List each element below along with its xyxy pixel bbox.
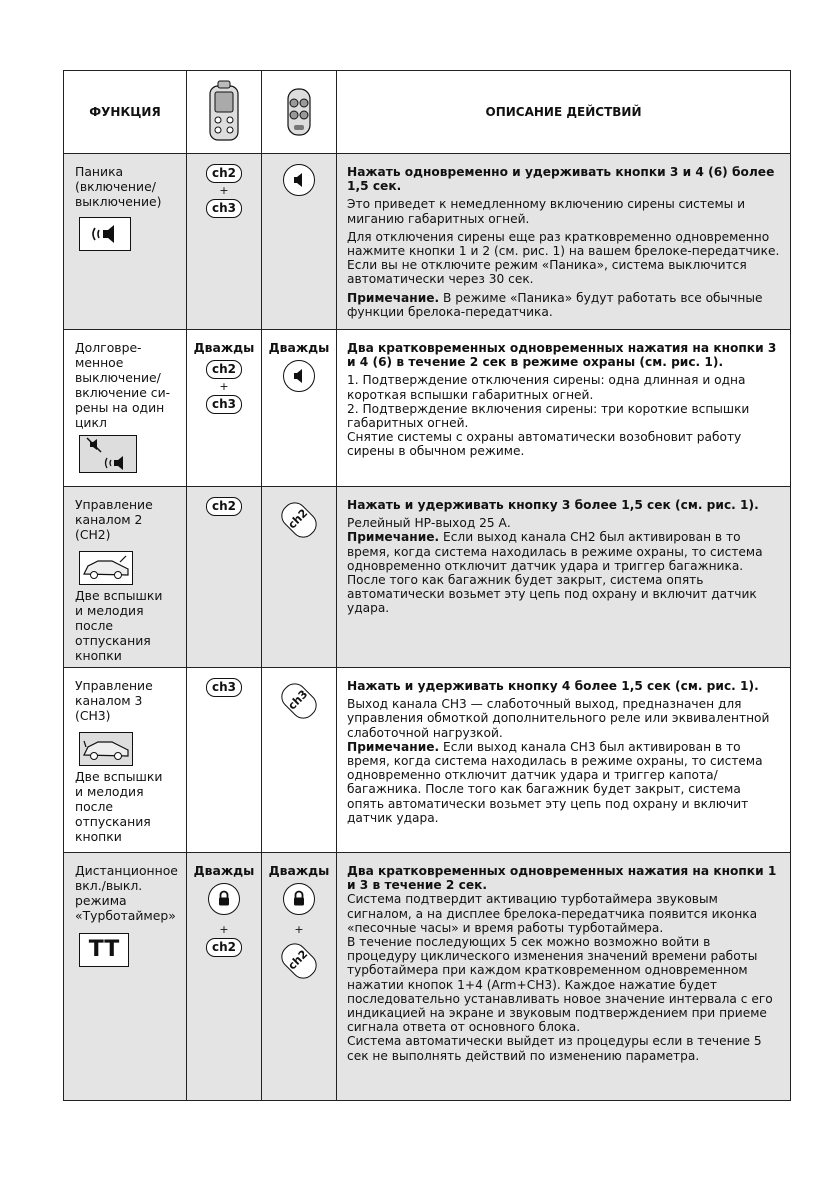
function-cell bbox=[64, 487, 187, 668]
function-line: Дистанционное bbox=[75, 863, 178, 879]
simple-remote-icon bbox=[284, 83, 314, 141]
function-line: выключение) bbox=[75, 194, 162, 209]
table-header-row bbox=[64, 71, 791, 154]
description-cell bbox=[337, 487, 791, 668]
description-lead: Два кратковременных одновременных нажатия на кнопки 1 и 3 в течение 2 сек. bbox=[347, 864, 777, 893]
lcd-remote-buttons-cell bbox=[187, 668, 262, 853]
simple-remote-buttons-cell bbox=[262, 330, 337, 487]
function-line: Две вспышки bbox=[75, 769, 163, 785]
description-paragraph: Это приведет к немедленному включению сирены системы и миганию габаритных огней. bbox=[347, 197, 746, 226]
description-paragraph: Для отключения сирены еще раз кратковременно одновременно нажмите кнопки 1 и 2 (см. рис. 1) на вашем брелоке-передатчике. Если вы не отключите режим «Паника», система выключится автоматически через 30 сек. bbox=[347, 229, 780, 287]
function-line: «Турботаймер» bbox=[75, 908, 176, 924]
description-paragraph: Выход канала СН3 — слаботочный выход, предназначен для управления обмоткой дополнительного реле или эквивалентной слаботочной нагрузкой. bbox=[347, 697, 770, 740]
plus-sign: + bbox=[219, 380, 229, 394]
function-line: и мелодия bbox=[75, 784, 144, 800]
twice-label: Дважды bbox=[193, 340, 255, 356]
function-line: отпускания bbox=[75, 633, 151, 649]
simple-remote-buttons-cell bbox=[262, 154, 337, 330]
ch3-button: ch3 bbox=[206, 199, 242, 218]
function-cell bbox=[64, 330, 187, 487]
function-line: Паника bbox=[75, 164, 124, 179]
car-hood-icon bbox=[79, 732, 133, 766]
function-line: отпускания bbox=[75, 814, 151, 830]
function-line: и мелодия bbox=[75, 603, 144, 619]
description-paragraph: Система автоматически выйдет из процедуры если в течение 5 сек не выполнять действий по изменению параметра. bbox=[347, 1034, 762, 1063]
ch2-rotated-button: ch2 bbox=[276, 497, 321, 542]
plus-sign: + bbox=[219, 184, 229, 197]
table-row bbox=[64, 668, 791, 853]
ch2-button: ch2 bbox=[206, 497, 242, 516]
function-line: (СН3) bbox=[75, 708, 111, 724]
function-line: вкл./выкл. bbox=[75, 878, 143, 894]
description-note bbox=[347, 740, 781, 825]
lcd-remote-buttons-cell bbox=[187, 330, 262, 487]
note-text: В режиме «Паника» будут работать все обычные функции брелока-передатчика. bbox=[347, 290, 763, 319]
description-cell bbox=[337, 668, 791, 853]
functions-table bbox=[63, 70, 791, 1101]
function-line: рены на один bbox=[75, 400, 165, 416]
function-line: после bbox=[75, 618, 114, 634]
function-line: Управление bbox=[75, 678, 153, 694]
function-line: (включение/ bbox=[75, 179, 156, 194]
lcd-remote-column-header bbox=[187, 71, 262, 154]
description-lead: Два кратковременных одновременных нажатия на кнопки 3 и 4 (6) в течение 2 сек в режиме охраны (см. рис. 1). bbox=[347, 341, 777, 370]
description-lead: Нажать и удерживать кнопку 4 более 1,5 сек (см. рис. 1). bbox=[347, 679, 759, 694]
description-paragraph: 2. Подтверждение включения сирены: три короткие вспышки габаритных огней. bbox=[347, 401, 750, 431]
lcd-remote-buttons-cell bbox=[187, 853, 262, 1101]
simple-remote-buttons-cell bbox=[262, 668, 337, 853]
function-line: кнопки bbox=[75, 648, 122, 664]
siren-toggle-icon bbox=[79, 435, 137, 473]
function-line: Долговре- bbox=[75, 340, 142, 356]
function-line: включение си- bbox=[75, 385, 171, 401]
ch2-button: ch2 bbox=[206, 164, 242, 183]
function-line: кнопки bbox=[75, 829, 122, 845]
function-column-header: ФУНКЦИЯ bbox=[64, 71, 187, 154]
description-paragraph: Снятие системы с охраны автоматически возобновит работу сирены в обычном режиме. bbox=[347, 430, 742, 459]
plus-sign: + bbox=[294, 923, 304, 937]
function-line: режима bbox=[75, 893, 127, 909]
panic-siren-icon bbox=[79, 217, 131, 251]
speaker-button-icon bbox=[283, 360, 315, 392]
description-note bbox=[347, 291, 781, 319]
lock-button-icon bbox=[208, 883, 240, 915]
table-row bbox=[64, 330, 791, 487]
plus-sign: + bbox=[219, 923, 229, 937]
ch3-button: ch3 bbox=[206, 678, 242, 697]
description-cell bbox=[337, 154, 791, 330]
note-label: Примечание. bbox=[347, 290, 440, 305]
ch3-button: ch3 bbox=[206, 395, 242, 414]
twice-label: Дважды bbox=[193, 863, 255, 879]
function-line: после bbox=[75, 799, 114, 815]
ch2-button: ch2 bbox=[206, 360, 242, 379]
function-cell bbox=[64, 154, 187, 330]
description-paragraph: 1. Подтверждение отключения сирены: одна длинная и одна короткая вспышки габаритных огней. bbox=[347, 373, 746, 402]
table-row bbox=[64, 487, 791, 668]
function-line: каналом 3 bbox=[75, 693, 143, 709]
note-label: Примечание. bbox=[347, 530, 440, 545]
lcd-remote-buttons-cell bbox=[187, 154, 262, 330]
function-cell bbox=[64, 853, 187, 1101]
function-line: цикл bbox=[75, 415, 107, 431]
function-line: каналом 2 bbox=[75, 512, 143, 528]
car-trunk-icon bbox=[79, 551, 133, 585]
speaker-button-icon bbox=[283, 164, 315, 196]
table-row bbox=[64, 853, 791, 1101]
table-row bbox=[64, 154, 791, 330]
ch2-rotated-button: ch2 bbox=[276, 938, 321, 983]
description-paragraph: Система подтвердит активацию турботаймера звуковым сигналом, а на дисплее брелока-передатчика появится иконка «песочные часы» и время работы турботаймера. bbox=[347, 892, 758, 935]
note-text: Если выход канала СН3 был активирован в то время, когда система находилась в режиме охраны, то система одновременно отключит датчик удара и триггер капота/багажника. После того как багажник будет закрыт, система опять автоматически возьмет эту цепь под охрану и включит датчик удара. bbox=[347, 739, 763, 825]
function-cell bbox=[64, 668, 187, 853]
twice-label: Дважды bbox=[268, 863, 330, 879]
turbotimer-icon: TT bbox=[79, 933, 129, 967]
description-cell bbox=[337, 853, 791, 1101]
description-lead: Нажать одновременно и удерживать кнопки 3 и 4 (6) более 1,5 сек. bbox=[347, 165, 775, 194]
function-line: менное bbox=[75, 355, 124, 371]
twice-label: Дважды bbox=[268, 340, 330, 356]
description-paragraph: Релейный НР-выход 25 А. bbox=[347, 516, 511, 531]
simple-remote-buttons-cell bbox=[262, 487, 337, 668]
function-line: Две вспышки bbox=[75, 588, 163, 604]
description-column-header: ОПИСАНИЕ ДЕЙСТВИЙ bbox=[337, 71, 791, 154]
note-text: Если выход канала СН2 был активирован в то время, когда система находилась в режиме охраны, то система одновременно отключит датчик удара и триггер багажника. После того как багажник будет закрыт, система опять автоматически возьмет эту цепь под охрану и включит датчик удара. bbox=[347, 530, 763, 616]
simple-remote-column-header bbox=[262, 71, 337, 154]
simple-remote-buttons-cell bbox=[262, 853, 337, 1101]
description-paragraph: В течение последующих 5 сек можно возможно войти в процедуру циклического изменения значений времени работы турботаймера при каждом кратковременном одновременном нажатии кнопок 1+4 (Arm+CH3). Каждое нажатие будет последовательно устанавливать новое значение интервала с его индикацией на экране и звуковым подтверждением при приеме сигнала ответа от основного блока. bbox=[347, 935, 773, 1035]
description-lead: Нажать и удерживать кнопку 3 более 1,5 сек (см. рис. 1). bbox=[347, 498, 759, 513]
function-line: выключение/ bbox=[75, 370, 161, 386]
description-cell bbox=[337, 330, 791, 487]
description-note bbox=[347, 530, 781, 615]
lcd-remote-icon bbox=[207, 80, 241, 144]
function-line: Управление bbox=[75, 497, 153, 513]
lcd-remote-buttons-cell bbox=[187, 487, 262, 668]
note-label: Примечание. bbox=[347, 739, 440, 754]
lock-button-icon bbox=[283, 883, 315, 915]
ch3-rotated-button: ch3 bbox=[276, 678, 321, 723]
ch2-button: ch2 bbox=[206, 938, 242, 957]
function-line: (СН2) bbox=[75, 527, 111, 543]
